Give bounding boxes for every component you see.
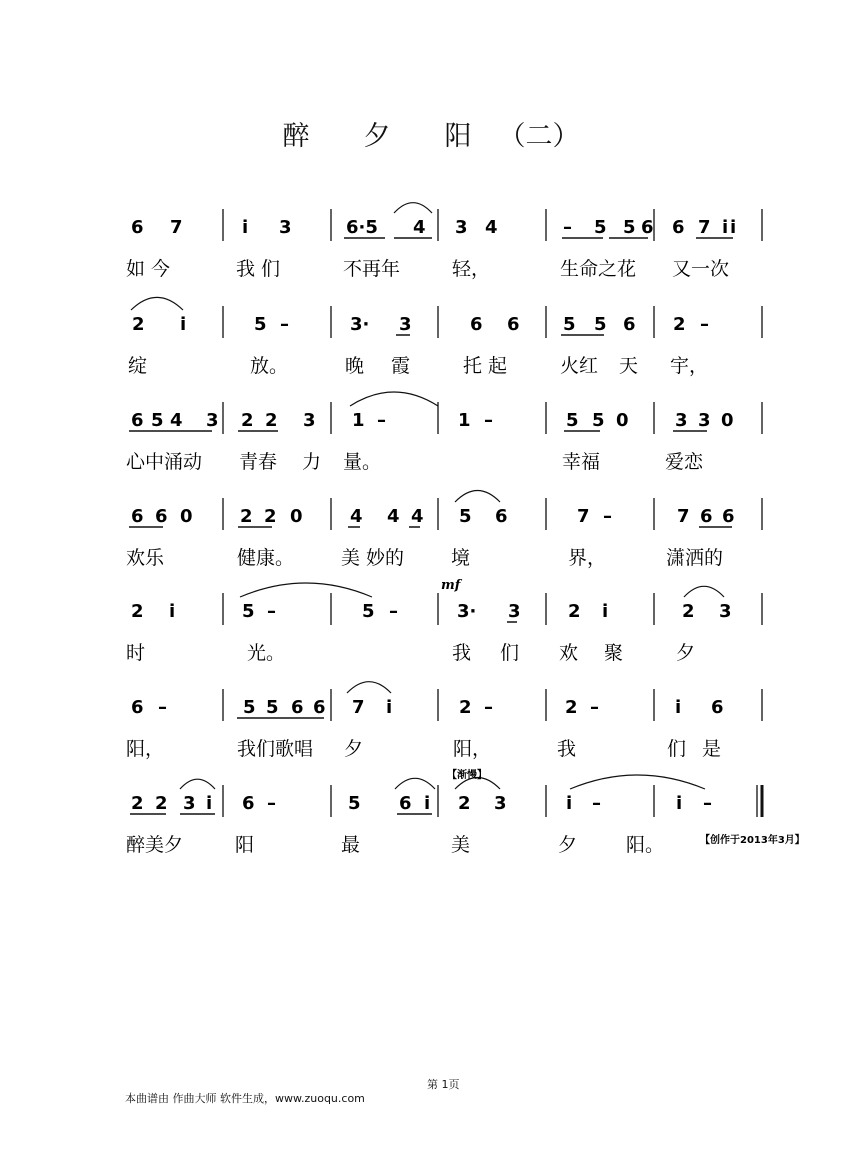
note: 2: [565, 697, 578, 718]
note: 6: [700, 506, 713, 527]
lyric: 又一次: [672, 258, 730, 280]
lyric: 放。: [250, 355, 289, 377]
note: 0: [721, 410, 734, 431]
lyric: 界，: [568, 547, 607, 569]
note: 2: [568, 601, 581, 622]
note: 1: [352, 410, 365, 431]
note: 5: [348, 793, 361, 814]
lyric: 们: [500, 642, 520, 664]
note: 2: [673, 314, 686, 335]
note: 4: [170, 410, 183, 431]
lyric: 生命之花: [560, 258, 637, 280]
note: 2: [264, 506, 277, 527]
lyric: 幸福: [562, 451, 601, 473]
note: 7: [698, 217, 711, 238]
lyric: 霞: [391, 355, 411, 377]
lyric: 夕: [676, 642, 696, 664]
lyric: 宇，: [670, 355, 709, 377]
note: 5: [563, 314, 576, 335]
note: 6: [672, 217, 685, 238]
lyric: 我: [452, 642, 472, 664]
lyric: 量。: [343, 451, 382, 473]
note: 7: [577, 506, 590, 527]
note: 3: [455, 217, 468, 238]
note: 5: [266, 697, 279, 718]
tie-arc: [180, 779, 215, 789]
lyric: 健康。: [237, 547, 295, 569]
note: 5: [594, 314, 607, 335]
lyric: 欢: [559, 642, 579, 664]
lyric: 阳，: [126, 738, 165, 760]
note: 4: [413, 217, 426, 238]
note: 7: [352, 697, 365, 718]
software-credit: 本曲谱由 作曲大师 软件生成，www.zuoqu.com: [125, 1092, 365, 1105]
lyric: 我们歌唱: [237, 738, 314, 760]
lyric: 如 今: [126, 258, 171, 280]
note: –: [700, 314, 709, 335]
note: 3: [494, 793, 507, 814]
note: 4: [350, 506, 363, 527]
lyric: 聚: [604, 642, 624, 664]
note: –: [267, 601, 276, 622]
title-char: （二）: [498, 121, 580, 152]
tie-arc: [395, 778, 435, 789]
note: 0: [616, 410, 629, 431]
lyric: 美 妙的: [341, 547, 405, 569]
lyric: 青春: [239, 451, 278, 473]
lyric: 不再年: [343, 258, 401, 280]
dynamic-mark: mf: [441, 578, 461, 593]
note: i̇: [730, 217, 737, 238]
note: i̇: [676, 793, 683, 814]
note: 3: [303, 410, 316, 431]
note: 4: [411, 506, 424, 527]
note: i̇: [169, 601, 176, 622]
lyric: 天: [619, 355, 639, 377]
lyrics-layer: [126, 258, 729, 856]
note: i̇: [180, 314, 187, 335]
note: i̇: [242, 217, 249, 238]
note: 6: [131, 506, 144, 527]
note: i̇: [386, 697, 393, 718]
lyric: 火红: [560, 355, 599, 377]
note: 3·: [457, 601, 477, 622]
note: 2: [132, 314, 145, 335]
note: 5: [254, 314, 267, 335]
note: i̇: [424, 793, 431, 814]
note: 3: [675, 410, 688, 431]
note: 6: [155, 506, 168, 527]
lyric: 潇洒的: [666, 547, 724, 569]
lyric: 绽: [128, 355, 148, 377]
tie-arc: [394, 203, 432, 213]
note: 5: [243, 697, 256, 718]
note: 3: [399, 314, 412, 335]
note: –: [280, 314, 289, 335]
tie-arc: [570, 775, 705, 789]
note: 3: [719, 601, 732, 622]
notes-layer: [131, 217, 736, 814]
note: –: [484, 697, 493, 718]
note: 6: [131, 697, 144, 718]
note: 5: [459, 506, 472, 527]
note: –: [563, 217, 572, 238]
tie-arc: [240, 583, 372, 597]
note: 5: [151, 410, 164, 431]
note: 3: [183, 793, 196, 814]
note: i̇: [566, 793, 573, 814]
note: –: [158, 697, 167, 718]
lyric: 轻，: [452, 258, 491, 280]
tie-arc: [131, 297, 183, 310]
lyric: 们: [667, 738, 687, 760]
note: 6: [242, 793, 255, 814]
note: 5: [242, 601, 255, 622]
note: 6: [641, 217, 654, 238]
note: 5: [592, 410, 605, 431]
note: 3: [206, 410, 219, 431]
note: i̇: [206, 793, 213, 814]
note: 4: [387, 506, 400, 527]
note: 3: [508, 601, 521, 622]
note: 5: [594, 217, 607, 238]
lyric: 托 起: [463, 355, 508, 377]
lyric: 晚: [345, 355, 365, 377]
note: 6: [399, 793, 412, 814]
note: 6·5: [346, 217, 378, 238]
note: 2: [459, 697, 472, 718]
note: 1: [458, 410, 471, 431]
note: 6: [722, 506, 735, 527]
note: i̇: [675, 697, 682, 718]
tie-arc: [347, 682, 391, 693]
lyric: 我 们: [236, 258, 281, 280]
note: 4: [485, 217, 498, 238]
page-number: 第 1页: [427, 1078, 460, 1091]
note: i̇: [722, 217, 729, 238]
note: 5: [623, 217, 636, 238]
note: 0: [180, 506, 193, 527]
lyric: 美: [451, 834, 471, 856]
note: 6: [711, 697, 724, 718]
note: 2: [682, 601, 695, 622]
tempo-mark: 【渐慢】: [447, 770, 487, 781]
lyric: 阳，: [453, 738, 492, 760]
lyric: 境: [451, 547, 471, 569]
note: 5: [566, 410, 579, 431]
note: –: [603, 506, 612, 527]
title-char: 夕: [363, 121, 391, 152]
lyric: 阳: [235, 834, 255, 856]
note: 6: [291, 697, 304, 718]
note: 6: [131, 217, 144, 238]
note: –: [389, 601, 398, 622]
note: 2: [155, 793, 168, 814]
note: –: [484, 410, 493, 431]
lyric: 光。: [247, 642, 286, 664]
note: 2: [265, 410, 278, 431]
lyric: 我: [557, 738, 577, 760]
lines-layer: [129, 203, 762, 817]
note: 2: [240, 506, 253, 527]
note: 3: [279, 217, 292, 238]
lyric: 夕: [344, 738, 364, 760]
note: 2: [131, 793, 144, 814]
lyric: 夕: [558, 834, 578, 856]
note: 7: [677, 506, 690, 527]
lyric: 是: [702, 738, 722, 760]
note: 0: [290, 506, 303, 527]
note: 6: [131, 410, 144, 431]
lyric: 爱恋: [665, 451, 704, 473]
note: 3: [698, 410, 711, 431]
note: 6: [495, 506, 508, 527]
note: 2: [241, 410, 254, 431]
note: –: [377, 410, 386, 431]
note: 2: [458, 793, 471, 814]
note: 6: [507, 314, 520, 335]
lyric: 欢乐: [126, 547, 165, 569]
tie-arc: [350, 392, 438, 406]
note: –: [592, 793, 601, 814]
note: 2: [131, 601, 144, 622]
note: 6: [470, 314, 483, 335]
lyric: 最: [341, 834, 361, 856]
note: –: [703, 793, 712, 814]
note: 6: [313, 697, 326, 718]
note: –: [267, 793, 276, 814]
tie-arc: [684, 586, 724, 597]
note: 5: [362, 601, 375, 622]
note: i̇: [602, 601, 609, 622]
note: 3·: [350, 314, 370, 335]
lyric: 阳。: [626, 834, 665, 856]
note: –: [590, 697, 599, 718]
tie-arc: [455, 491, 500, 503]
title-char: 阳: [444, 121, 472, 152]
note: 7: [170, 217, 183, 238]
lyric: 醉美夕: [126, 834, 184, 856]
lyric: 时: [126, 642, 146, 664]
lyric: 力: [302, 451, 322, 473]
composition-date: 【创作于2013年3月】: [700, 835, 805, 846]
title-char: 醉: [282, 121, 310, 152]
lyric: 心中涌动: [126, 451, 203, 473]
note: 6: [623, 314, 636, 335]
